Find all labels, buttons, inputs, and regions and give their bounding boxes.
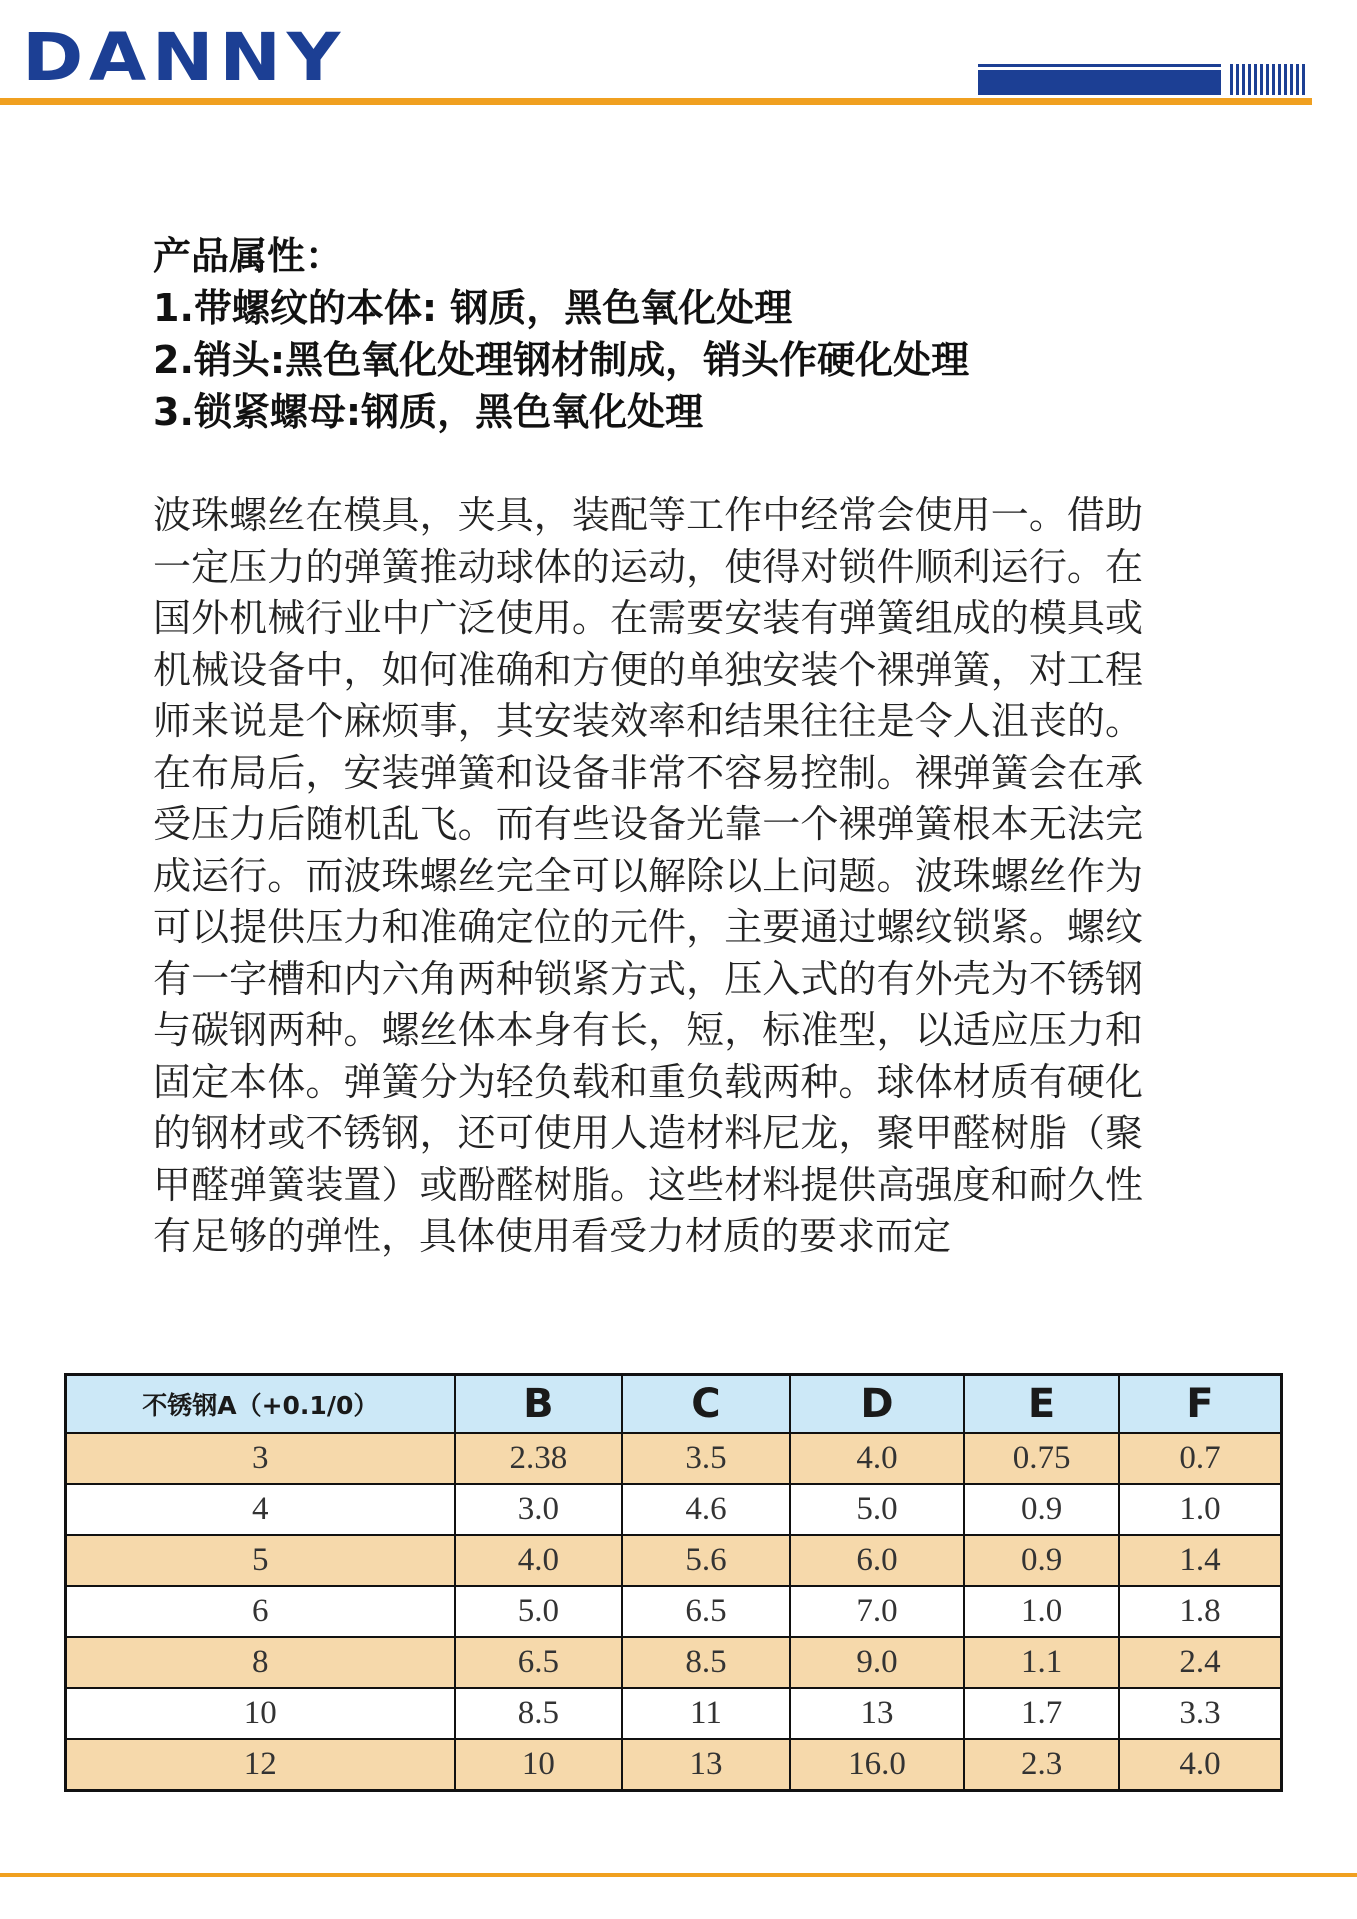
table-cell: 1.7 <box>964 1688 1119 1739</box>
table-cell: 7.0 <box>790 1586 965 1637</box>
table-cell: 3.5 <box>622 1433 790 1484</box>
column-header: 不锈钢A（+0.1/0） <box>66 1375 455 1434</box>
table-cell: 1.4 <box>1119 1535 1282 1586</box>
table-row <box>66 1688 1282 1739</box>
table-row <box>66 1586 1282 1637</box>
table-cell: 0.75 <box>964 1433 1119 1484</box>
table-cell: 10 <box>66 1688 455 1739</box>
header-decor-line <box>978 64 1221 67</box>
table-row <box>66 1637 1282 1688</box>
column-header: C <box>622 1375 790 1434</box>
table-cell: 8 <box>66 1637 455 1688</box>
table-cell: 6.0 <box>790 1535 965 1586</box>
table-cell: 16.0 <box>790 1739 965 1791</box>
table-cell: 11 <box>622 1688 790 1739</box>
footer-divider <box>0 1873 1357 1877</box>
table-cell: 9.0 <box>790 1637 965 1688</box>
property-item: 3.锁紧螺母:钢质，黑色氧化处理 <box>153 390 704 434</box>
header-barcode-decor <box>1230 64 1310 95</box>
table-cell: 13 <box>622 1739 790 1791</box>
table-cell: 2.4 <box>1119 1637 1282 1688</box>
table-cell: 4.6 <box>622 1484 790 1535</box>
table-cell: 2.38 <box>455 1433 623 1484</box>
column-header: B <box>455 1375 623 1434</box>
table-cell: 0.7 <box>1119 1433 1282 1484</box>
table-cell: 6 <box>66 1586 455 1637</box>
table-cell: 8.5 <box>455 1688 623 1739</box>
property-item: 1.带螺纹的本体: 钢质，黑色氧化处理 <box>153 286 793 330</box>
spec-table <box>64 1373 1283 1792</box>
table-cell: 2.3 <box>964 1739 1119 1791</box>
table-row <box>66 1739 1282 1791</box>
table-cell: 1.1 <box>964 1637 1119 1688</box>
table-cell: 6.5 <box>622 1586 790 1637</box>
column-header: F <box>1119 1375 1282 1434</box>
table-cell: 1.0 <box>1119 1484 1282 1535</box>
table-cell: 3 <box>66 1433 455 1484</box>
table-cell: 10 <box>455 1739 623 1791</box>
table-cell: 3.3 <box>1119 1688 1282 1739</box>
table-row <box>66 1535 1282 1586</box>
properties-title: 产品属性： <box>153 234 344 278</box>
table-cell: 3.0 <box>455 1484 623 1535</box>
table-cell: 5 <box>66 1535 455 1586</box>
column-header: D <box>790 1375 965 1434</box>
table-row <box>66 1433 1282 1484</box>
brand-logo: DANNY <box>22 19 346 96</box>
table-cell: 12 <box>66 1739 455 1791</box>
table-cell: 4.0 <box>790 1433 965 1484</box>
table-cell: 6.5 <box>455 1637 623 1688</box>
property-item: 2.销头:黑色氧化处理钢材制成，销头作硬化处理 <box>153 338 970 382</box>
table-cell: 13 <box>790 1688 965 1739</box>
table-cell: 5.0 <box>790 1484 965 1535</box>
table-cell: 4 <box>66 1484 455 1535</box>
product-properties <box>153 230 1153 438</box>
table-cell: 0.9 <box>964 1535 1119 1586</box>
column-header: E <box>964 1375 1119 1434</box>
table-cell: 4.0 <box>455 1535 623 1586</box>
table-cell: 0.9 <box>964 1484 1119 1535</box>
table-cell: 1.8 <box>1119 1586 1282 1637</box>
header-decor-bar <box>978 70 1221 95</box>
table-row <box>66 1484 1282 1535</box>
table-cell: 5.0 <box>455 1586 623 1637</box>
table-cell: 8.5 <box>622 1637 790 1688</box>
table-cell: 1.0 <box>964 1586 1119 1637</box>
table-cell: 5.6 <box>622 1535 790 1586</box>
header-divider <box>0 98 1312 105</box>
product-description: 波珠螺丝在模具，夹具，装配等工作中经常会使用一。借助一定压力的弹簧推动球体的运动，使得对锁件顺利运行。在国外机械行业中广泛使用。在需要安装有弹簧组成的模具或机械设备中，如何准确和方便的单独安装个裸弹簧，对工程师来说是个麻烦事，其安装效率和结果往往是令人沮丧的。在布局后，安装弹簧和设备非常不容易控制。裸弹簧会在承受压力后随机乱飞。而有些设备光靠一个裸弹簧根本无法完成运行。而波珠螺丝完全可以解除以上问题。波珠螺丝作为可以提供压力和准确定位的元件，主要通过螺纹锁紧。螺纹有一字槽和内六角两种锁紧方式，压入式的有外壳为不锈钢与碳钢两种。螺丝体本身有长，短，标准型，以适应压力和固定本体。弹簧分为轻负载和重负载两种。球体材质有硬化的钢材或不锈钢，还可使用人造材料尼龙，聚甲醛树脂（聚甲醛弹簧装置）或酚醛树脂。这些材料提供高强度和耐久性有足够的弹性，具体使用看受力材质的要求而定 <box>153 493 1143 1258</box>
table-header-row <box>66 1375 1282 1434</box>
table-cell: 4.0 <box>1119 1739 1282 1791</box>
